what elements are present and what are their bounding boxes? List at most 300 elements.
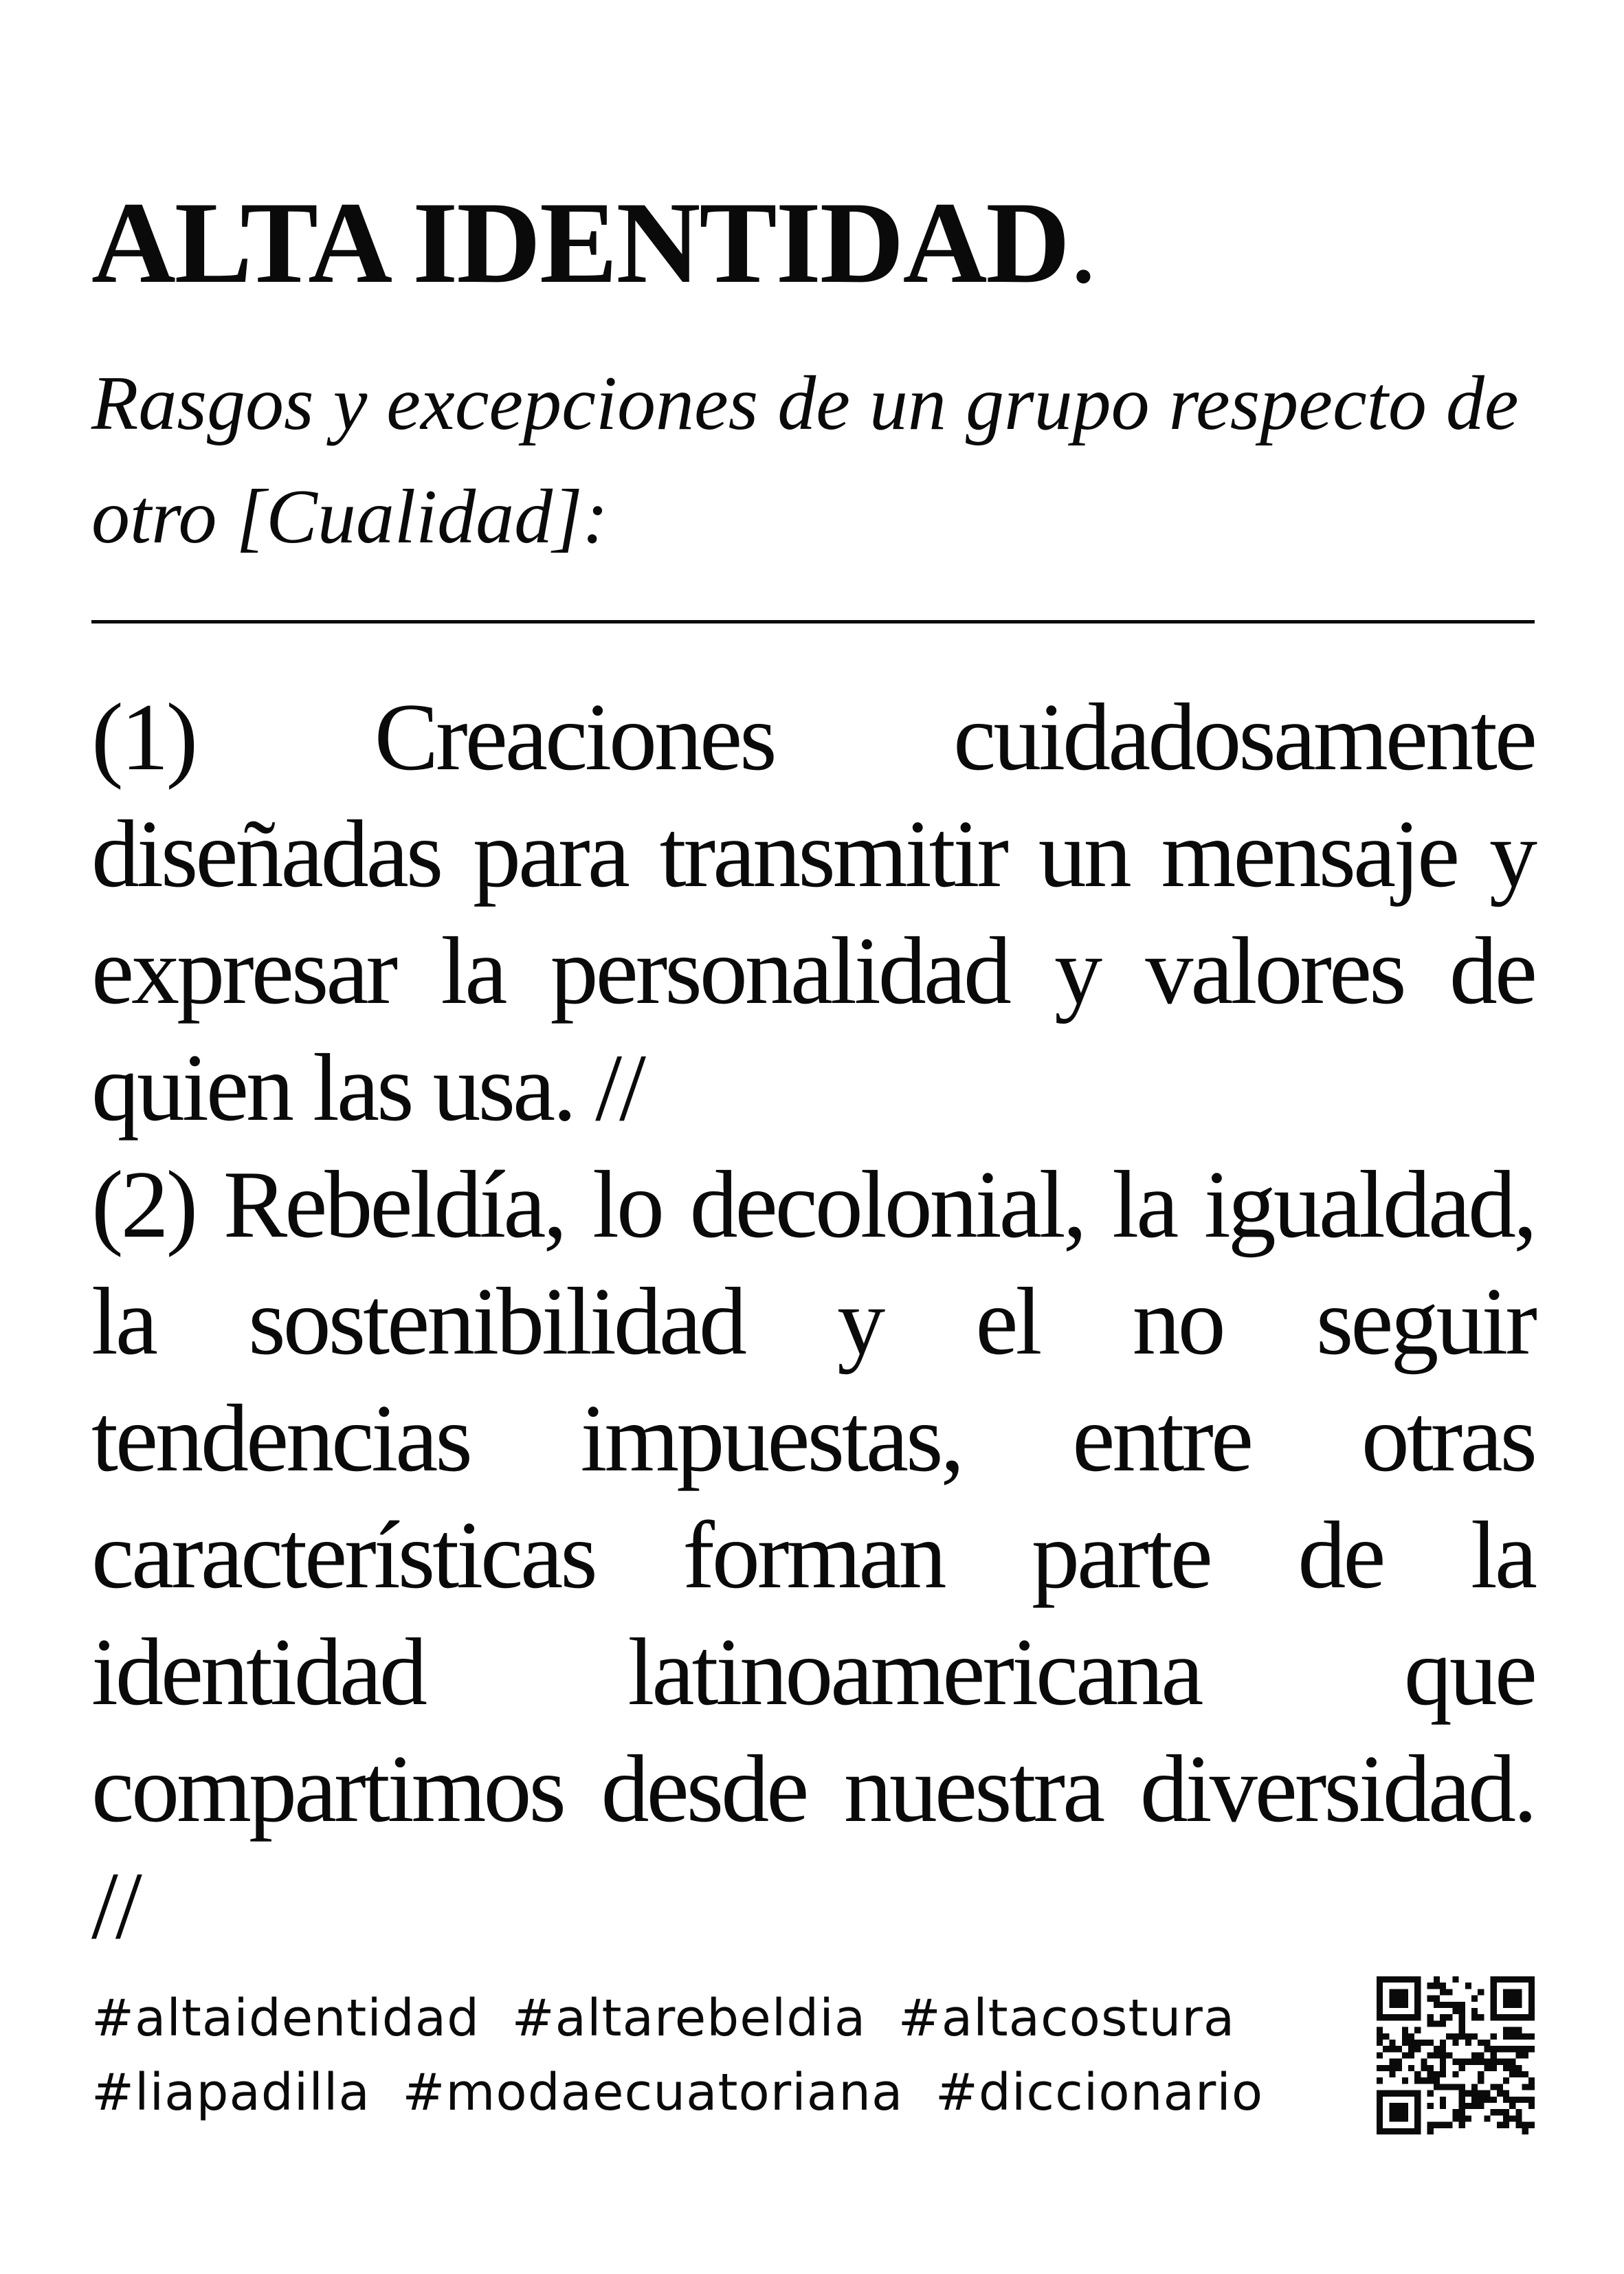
qr-module — [1414, 2103, 1421, 2109]
qr-module — [1522, 2084, 1528, 2090]
qr-module — [1421, 2065, 1427, 2071]
qr-module — [1377, 1989, 1383, 1995]
qr-module — [1377, 1976, 1383, 1983]
qr-module — [1471, 2097, 1478, 2103]
qr-module — [1503, 2014, 1509, 2020]
qr-module — [1497, 1976, 1503, 1983]
qr-module — [1509, 2002, 1515, 2008]
qr-module — [1491, 2097, 1497, 2103]
qr-module — [1515, 2014, 1522, 2020]
qr-module — [1408, 2033, 1414, 2040]
qr-module — [1471, 2090, 1478, 2097]
qr-module — [1446, 2122, 1452, 2128]
qr-module — [1414, 2122, 1421, 2128]
qr-module — [1491, 2065, 1497, 2071]
qr-module — [1396, 1976, 1402, 1983]
qr-module — [1478, 2071, 1484, 2077]
qr-module — [1478, 2090, 1484, 2097]
qr-module — [1497, 2059, 1503, 2065]
qr-module — [1427, 2103, 1434, 2109]
qr-module — [1465, 2103, 1471, 2109]
hashtag: #diccionario — [935, 2063, 1264, 2122]
qr-module — [1497, 2122, 1503, 2128]
qr-module — [1522, 1976, 1528, 1983]
poster — [91, 0, 1535, 2274]
qr-module — [1402, 2103, 1408, 2109]
qr-module — [1528, 2097, 1535, 2103]
qr-module — [1528, 2084, 1535, 2090]
qr-module — [1491, 2046, 1497, 2052]
qr-module — [1471, 2103, 1478, 2109]
qr-module — [1452, 2084, 1458, 2090]
qr-module — [1491, 1996, 1497, 2002]
qr-module — [1383, 2033, 1389, 2040]
qr-module — [1522, 2046, 1528, 2052]
qr-module — [1491, 2002, 1497, 2008]
qr-module — [1509, 2027, 1515, 2033]
qr-module — [1396, 2115, 1402, 2121]
qr-module — [1509, 2059, 1515, 2065]
hashtag: #altarebeldia — [511, 1989, 867, 2048]
qr-module — [1402, 2109, 1408, 2115]
hashtag: #altaidentidad — [91, 1989, 480, 2048]
qr-module — [1389, 2059, 1395, 2065]
qr-module — [1528, 2103, 1535, 2109]
qr-module — [1471, 2084, 1478, 2090]
qr-module — [1440, 2065, 1446, 2071]
qr-module — [1389, 2109, 1395, 2115]
qr-module — [1440, 2103, 1446, 2109]
qr-module — [1491, 1976, 1497, 1983]
qr-module — [1421, 2077, 1427, 2084]
qr-module — [1503, 2002, 1509, 2008]
qr-module — [1402, 2027, 1408, 2033]
qr-module — [1515, 2097, 1522, 2103]
qr-module — [1459, 2033, 1465, 2040]
qr-module — [1528, 2077, 1535, 2084]
qr-module — [1434, 2122, 1440, 2128]
qr-module — [1377, 2040, 1383, 2046]
qr-module — [1515, 2065, 1522, 2071]
qr-module — [1396, 2109, 1402, 2115]
qr-module — [1446, 2002, 1452, 2008]
qr-module — [1414, 2027, 1421, 2033]
qr-module — [1414, 2002, 1421, 2008]
qr-module — [1383, 2128, 1389, 2134]
qr-module — [1396, 2059, 1402, 2065]
qr-module — [1414, 1989, 1421, 1995]
qr-code-icon[interactable] — [1377, 1976, 1535, 2134]
qr-module — [1421, 2040, 1427, 2046]
qr-module — [1528, 2046, 1535, 2052]
qr-module — [1377, 2052, 1383, 2058]
qr-module — [1471, 1996, 1478, 2002]
qr-module — [1396, 2014, 1402, 2020]
qr-module — [1459, 2065, 1465, 2071]
qr-module — [1377, 2065, 1383, 2071]
qr-module — [1414, 1976, 1421, 1983]
qr-module — [1452, 2008, 1458, 2014]
qr-module — [1509, 1989, 1515, 1995]
qr-module — [1528, 2014, 1535, 2020]
qr-module — [1465, 1983, 1471, 1989]
qr-module — [1427, 2014, 1434, 2020]
qr-module — [1389, 1976, 1395, 1983]
qr-module — [1440, 2097, 1446, 2103]
qr-module — [1459, 2002, 1465, 2008]
qr-module — [1528, 1996, 1535, 2002]
qr-module — [1377, 2115, 1383, 2121]
qr-module — [1491, 2008, 1497, 2014]
definition-item-2: (2) Rebeldía, lo decolonial, la igualdad, la sostenibilidad y el no seguir tendencias impuestas, entre otras características forman parte de la identidad latinoamericana que compartimos desde nuestra diversidad. // — [91, 1151, 1535, 1959]
qr-module — [1377, 2122, 1383, 2128]
qr-module — [1509, 2103, 1515, 2109]
qr-module — [1503, 2097, 1509, 2103]
qr-module — [1491, 1989, 1497, 1995]
qr-module — [1389, 2071, 1395, 2077]
qr-module — [1389, 2128, 1395, 2134]
qr-module — [1503, 2033, 1509, 2040]
qr-module — [1408, 1976, 1414, 1983]
qr-module — [1459, 2103, 1465, 2109]
qr-module — [1414, 2040, 1421, 2046]
qr-module — [1414, 2109, 1421, 2115]
qr-module — [1389, 2014, 1395, 2020]
qr-module — [1408, 2065, 1414, 2071]
qr-module — [1459, 2014, 1465, 2020]
qr-module — [1434, 2002, 1440, 2008]
qr-module — [1452, 2002, 1458, 2008]
qr-module — [1528, 2008, 1535, 2014]
qr-module — [1414, 2128, 1421, 2134]
qr-module — [1484, 2040, 1490, 2046]
qr-module — [1377, 2077, 1383, 2084]
qr-module — [1497, 2109, 1503, 2115]
qr-module — [1408, 2014, 1414, 2020]
qr-module — [1408, 2046, 1414, 2052]
qr-module — [1503, 2115, 1509, 2121]
qr-module — [1440, 2122, 1446, 2128]
qr-module — [1377, 2002, 1383, 2008]
qr-module — [1427, 2128, 1434, 2134]
qr-module — [1509, 2014, 1515, 2020]
qr-module — [1383, 2014, 1389, 2020]
qr-module — [1414, 1983, 1421, 1989]
qr-module — [1446, 2033, 1452, 2040]
page-title — [91, 178, 1097, 307]
qr-module — [1446, 2084, 1452, 2090]
qr-module — [1383, 2046, 1389, 2052]
qr-module — [1402, 2115, 1408, 2121]
hashtag-row — [91, 2055, 1370, 2130]
qr-module — [1427, 2052, 1434, 2058]
qr-module — [1414, 2115, 1421, 2121]
qr-module — [1515, 2033, 1522, 2040]
qr-module — [1515, 2052, 1522, 2058]
qr-module — [1402, 2090, 1408, 2097]
qr-module — [1515, 2046, 1522, 2052]
qr-module — [1478, 2097, 1484, 2103]
qr-module — [1515, 2115, 1522, 2121]
qr-module — [1491, 2059, 1497, 2065]
qr-module — [1528, 2002, 1535, 2008]
qr-module — [1440, 1989, 1446, 1995]
qr-module — [1509, 1996, 1515, 2002]
divider — [91, 620, 1535, 623]
qr-module — [1377, 2109, 1383, 2115]
qr-module — [1503, 2090, 1509, 2097]
qr-module — [1389, 1996, 1395, 2002]
qr-module — [1478, 2014, 1484, 2020]
qr-module — [1396, 2046, 1402, 2052]
qr-module — [1515, 2071, 1522, 2077]
qr-module — [1434, 2077, 1440, 2084]
qr-module — [1497, 2090, 1503, 2097]
hashtag: #altacostura — [898, 1989, 1236, 2048]
qr-module — [1383, 2090, 1389, 2097]
qr-module — [1459, 2115, 1465, 2121]
qr-module — [1377, 2103, 1383, 2109]
qr-module — [1434, 2020, 1440, 2027]
qr-module — [1440, 2002, 1446, 2008]
qr-module — [1396, 1996, 1402, 2002]
qr-module — [1414, 2077, 1421, 2084]
qr-module — [1491, 2033, 1497, 2040]
qr-module — [1427, 2071, 1434, 2077]
qr-module — [1465, 2090, 1471, 2097]
qr-module — [1389, 2103, 1395, 2109]
qr-module — [1452, 2115, 1458, 2121]
qr-module — [1427, 1983, 1434, 1989]
qr-module — [1414, 1996, 1421, 2002]
qr-module — [1484, 2097, 1490, 2103]
qr-module — [1509, 2065, 1515, 2071]
qr-module — [1509, 1976, 1515, 1983]
qr-module — [1452, 2059, 1458, 2065]
qr-module — [1440, 2084, 1446, 2090]
qr-module — [1389, 2002, 1395, 2008]
qr-module — [1440, 2014, 1446, 2020]
qr-module — [1459, 2020, 1465, 2027]
qr-module — [1402, 2033, 1408, 2040]
qr-module — [1503, 1996, 1509, 2002]
qr-module — [1528, 2122, 1535, 2128]
qr-module — [1408, 2090, 1414, 2097]
qr-module — [1446, 2014, 1452, 2020]
qr-module — [1402, 2052, 1408, 2058]
qr-module — [1396, 1989, 1402, 1995]
qr-module — [1465, 2115, 1471, 2121]
qr-module — [1427, 2090, 1434, 2097]
qr-module — [1408, 2128, 1414, 2134]
qr-module — [1414, 2014, 1421, 2020]
hashtag-block — [91, 1981, 1370, 2130]
qr-module — [1389, 2040, 1395, 2046]
qr-module — [1484, 2065, 1490, 2071]
qr-module — [1491, 2014, 1497, 2020]
qr-module — [1427, 2122, 1434, 2128]
qr-module — [1503, 2027, 1509, 2033]
qr-module — [1459, 2008, 1465, 2014]
qr-module — [1459, 2027, 1465, 2033]
qr-module — [1389, 1989, 1395, 1995]
definition-item-1: (1) Creaciones cuidadosamente diseñadas para transmitir un mensaje y expresar la personalidad y valores de quien las usa. // — [91, 684, 1535, 1141]
qr-module — [1377, 2008, 1383, 2014]
qr-module — [1503, 2065, 1509, 2071]
hashtag-row — [91, 1981, 1370, 2055]
qr-module — [1478, 2052, 1484, 2058]
qr-module — [1471, 2014, 1478, 2020]
definition-subtitle: Rasgos y excepciones de un grupo respecto de otro [Cualidad]: — [91, 361, 1519, 560]
qr-module — [1377, 2014, 1383, 2020]
qr-module — [1515, 1989, 1522, 1995]
qr-module — [1491, 1983, 1497, 1989]
qr-module — [1522, 2052, 1528, 2058]
qr-module — [1434, 2071, 1440, 2077]
qr-module — [1377, 1983, 1383, 1989]
qr-module — [1377, 2097, 1383, 2103]
qr-module — [1396, 2002, 1402, 2008]
qr-module — [1459, 2109, 1465, 2115]
qr-module — [1440, 2020, 1446, 2027]
qr-module — [1459, 2090, 1465, 2097]
qr-module — [1497, 2084, 1503, 2090]
qr-module — [1509, 2097, 1515, 2103]
qr-module — [1503, 1989, 1509, 1995]
qr-module — [1377, 2033, 1383, 2040]
qr-module — [1396, 2103, 1402, 2109]
qr-module — [1434, 2052, 1440, 2058]
qr-module — [1515, 2122, 1522, 2128]
qr-module — [1452, 1976, 1458, 1983]
qr-module — [1414, 2071, 1421, 2077]
qr-module — [1528, 1983, 1535, 1989]
qr-module — [1408, 2040, 1414, 2046]
qr-module — [1389, 2065, 1395, 2071]
qr-module — [1421, 2059, 1427, 2065]
qr-module — [1383, 2065, 1389, 2071]
qr-module — [1459, 2059, 1465, 2065]
qr-module — [1503, 2109, 1509, 2115]
qr-module — [1515, 1976, 1522, 1983]
qr-module — [1402, 2128, 1408, 2134]
qr-module — [1522, 2097, 1528, 2103]
qr-module — [1471, 2008, 1478, 2014]
qr-module — [1440, 2046, 1446, 2052]
qr-module — [1440, 1983, 1446, 1989]
qr-module — [1402, 1989, 1408, 1995]
qr-module — [1440, 2071, 1446, 2077]
qr-module — [1478, 2059, 1484, 2065]
definition-list — [91, 679, 1535, 1965]
qr-module — [1440, 2059, 1446, 2065]
qr-module — [1484, 2046, 1490, 2052]
qr-module — [1509, 2033, 1515, 2040]
qr-module — [1465, 2040, 1471, 2046]
qr-module — [1503, 2059, 1509, 2065]
qr-module — [1402, 2040, 1408, 2046]
qr-module — [1465, 2059, 1471, 2065]
qr-module — [1503, 2077, 1509, 2084]
qr-module — [1503, 1976, 1509, 1983]
qr-module — [1497, 2046, 1503, 2052]
qr-module — [1434, 2084, 1440, 2090]
qr-module — [1434, 1996, 1440, 2002]
qr-module — [1446, 1989, 1452, 1995]
qr-module — [1427, 2040, 1434, 2046]
qr-module — [1471, 2033, 1478, 2040]
qr-module — [1478, 2077, 1484, 2084]
qr-module — [1509, 2071, 1515, 2077]
qr-module — [1478, 1989, 1484, 1995]
qr-module — [1402, 2002, 1408, 2008]
qr-module — [1471, 2052, 1478, 2058]
qr-module — [1459, 2097, 1465, 2103]
qr-module — [1452, 2040, 1458, 2046]
qr-module — [1515, 2109, 1522, 2115]
qr-module — [1515, 2027, 1522, 2033]
qr-module — [1402, 1976, 1408, 1983]
qr-module — [1452, 2033, 1458, 2040]
qr-module — [1509, 2046, 1515, 2052]
qr-module — [1503, 2046, 1509, 2052]
qr-module — [1471, 2059, 1478, 2065]
qr-module — [1408, 2052, 1414, 2058]
title-text: ALTA IDENTIDAD — [91, 178, 1069, 307]
qr-module — [1440, 2040, 1446, 2046]
qr-module — [1509, 2115, 1515, 2121]
qr-module — [1377, 2128, 1383, 2134]
qr-module — [1402, 1996, 1408, 2002]
qr-module — [1459, 2122, 1465, 2128]
qr-module — [1389, 2046, 1395, 2052]
qr-module — [1427, 2020, 1434, 2027]
qr-module — [1484, 2090, 1490, 2097]
qr-module — [1522, 2033, 1528, 2040]
qr-module — [1434, 2046, 1440, 2052]
qr-module — [1522, 2071, 1528, 2077]
qr-module — [1522, 2014, 1528, 2020]
qr-module — [1484, 2115, 1490, 2121]
qr-module — [1452, 2071, 1458, 2077]
qr-module — [1459, 2084, 1465, 2090]
qr-module — [1528, 1976, 1535, 1983]
qr-module — [1383, 1976, 1389, 1983]
qr-module — [1414, 2090, 1421, 2097]
qr-module — [1427, 1996, 1434, 2002]
qr-module — [1478, 2040, 1484, 2046]
qr-module — [1515, 1996, 1522, 2002]
qr-module — [1414, 2046, 1421, 2052]
qr-module — [1478, 2103, 1484, 2109]
qr-module — [1491, 2052, 1497, 2058]
qr-module — [1377, 1996, 1383, 2002]
qr-module — [1440, 2052, 1446, 2058]
qr-module — [1396, 2128, 1402, 2134]
hashtag: #modaecuatoriana — [402, 2063, 904, 2122]
qr-module — [1452, 2109, 1458, 2115]
qr-module — [1414, 2097, 1421, 2103]
hashtag: #liapadilla — [91, 2063, 370, 2122]
qr-module — [1402, 2014, 1408, 2020]
qr-module — [1465, 2033, 1471, 2040]
qr-module — [1427, 2077, 1434, 2084]
qr-module — [1522, 2122, 1528, 2128]
qr-module — [1528, 1989, 1535, 1995]
title-dot: . — [1069, 178, 1097, 307]
qr-module — [1434, 1976, 1440, 1983]
qr-module — [1427, 2065, 1434, 2071]
